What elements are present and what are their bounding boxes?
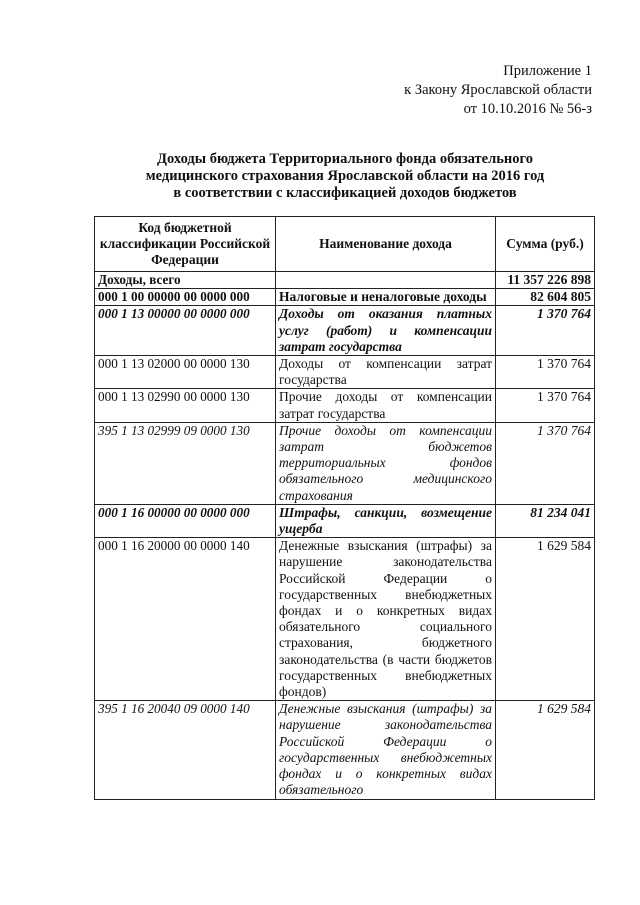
- row-amount: 82 604 805: [496, 289, 595, 306]
- row-code: 000 1 13 02000 00 0000 130: [95, 356, 276, 389]
- header-name: Наименование дохода: [276, 217, 496, 272]
- row-amount: 81 234 041: [496, 504, 595, 537]
- row-code: Доходы, всего: [95, 272, 276, 289]
- row-code: 000 1 13 02990 00 0000 130: [95, 389, 276, 422]
- row-code: 000 1 13 00000 00 0000 000: [95, 306, 276, 356]
- row-code: 000 1 00 00000 00 0000 000: [95, 289, 276, 306]
- row-amount: 1 370 764: [496, 422, 595, 504]
- appendix-note: [404, 62, 592, 119]
- row-name: Прочие доходы от компенсации затрат государства: [276, 389, 496, 422]
- table-row: [95, 538, 595, 701]
- row-amount: 11 357 226 898: [496, 272, 595, 289]
- appendix-line: Приложение 1: [503, 63, 592, 79]
- row-amount: 1 370 764: [496, 356, 595, 389]
- income-table: [94, 216, 595, 800]
- row-name: Штрафы, санкции, возмещение ущерба: [276, 504, 496, 537]
- table-row: [95, 289, 595, 306]
- row-name: Доходы от оказания платных услуг (работ) и компенсации затрат государства: [276, 306, 496, 356]
- table-row: [95, 422, 595, 504]
- row-amount: 1 370 764: [496, 306, 595, 356]
- row-amount: 1 629 584: [496, 701, 595, 799]
- table-row: [95, 504, 595, 537]
- title-line-1: Доходы бюджета Территориального фонда обязательного: [157, 151, 533, 167]
- table-row: [95, 389, 595, 422]
- row-name: Доходы от компенсации затрат государства: [276, 356, 496, 389]
- document-title: [95, 151, 595, 202]
- table-row: [95, 272, 595, 289]
- title-line-2: медицинского страхования Ярославской области на 2016 год: [145, 168, 545, 184]
- row-name: Прочие доходы от компенсации затрат бюджетов территориальных фондов обязательного медицинского страхования: [276, 422, 496, 504]
- appendix-law-line: к Закону Ярославской области: [404, 82, 592, 98]
- table-header-row: [95, 217, 595, 272]
- row-code: 000 1 16 20000 00 0000 140: [95, 538, 276, 701]
- appendix-date-line: от 10.10.2016 № 56-з: [463, 101, 592, 117]
- row-name: Налоговые и неналоговые доходы: [276, 289, 496, 306]
- table-row: [95, 356, 595, 389]
- header-code: Код бюджетной классификации Российской Федерации: [95, 217, 276, 272]
- table-row: [95, 306, 595, 356]
- title-line-3: в соответствии с классификацией доходов бюджетов: [173, 185, 517, 201]
- row-name: Денежные взыскания (штрафы) за нарушение законодательства Российской Федерации о государственных внебюджетных фондах и о конкретных видах обязательного: [276, 701, 496, 799]
- row-name: [276, 272, 496, 289]
- table-row: [95, 701, 595, 799]
- row-code: 395 1 13 02999 09 0000 130: [95, 422, 276, 504]
- row-amount: 1 370 764: [496, 389, 595, 422]
- header-sum: Сумма (руб.): [496, 217, 595, 272]
- row-amount: 1 629 584: [496, 538, 595, 701]
- row-name: Денежные взыскания (штрафы) за нарушение законодательства Российской Федерации о государственных внебюджетных фондах и о конкретных видах обязательного социального страхования, бюджетного законодательства (в части бюджетов государственных внебюджетных фондов): [276, 538, 496, 701]
- row-code: 395 1 16 20040 09 0000 140: [95, 701, 276, 799]
- row-code: 000 1 16 00000 00 0000 000: [95, 504, 276, 537]
